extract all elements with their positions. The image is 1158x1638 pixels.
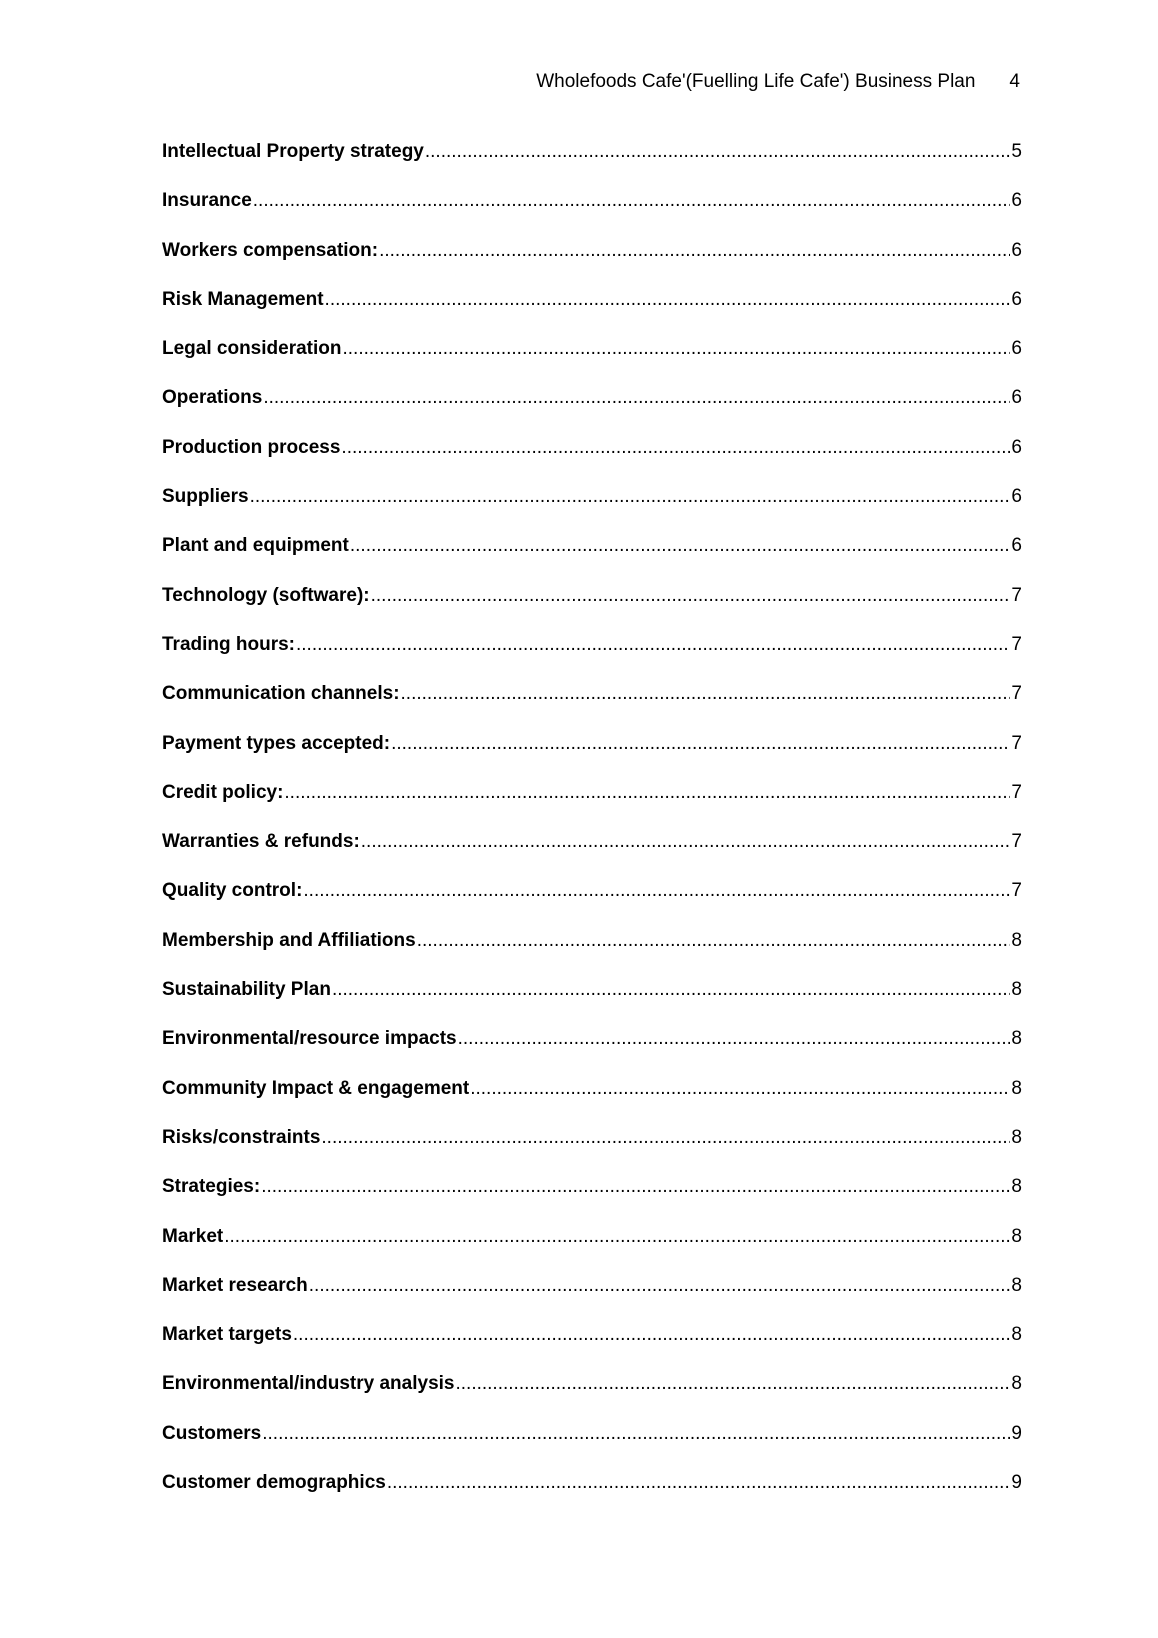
header-page-number: 4 — [1009, 71, 1020, 92]
toc-entry-page[interactable]: 6 — [1011, 436, 1022, 458]
toc-entry-title[interactable]: Intellectual Property strategy — [162, 141, 424, 162]
toc-entry-page[interactable]: 7 — [1011, 732, 1022, 754]
toc-entry-title[interactable]: Environmental/resource impacts — [162, 1028, 457, 1050]
toc-entry-page[interactable]: 7 — [1011, 683, 1022, 705]
toc-dot-leader — [401, 682, 1011, 706]
toc-entry-title[interactable]: Sustainability Plan — [162, 979, 331, 1001]
toc-entry-title[interactable]: Risk Management — [162, 288, 324, 310]
toc-entry-page[interactable]: 8 — [1011, 1225, 1022, 1247]
toc-entry-title[interactable]: Suppliers — [162, 486, 249, 508]
toc-entry-title[interactable]: Strategies: — [162, 1176, 261, 1198]
toc-entry-page[interactable]: 7 — [1011, 831, 1022, 853]
toc-entry-page[interactable]: 6 — [1011, 239, 1022, 261]
toc-dot-leader — [387, 1471, 1011, 1495]
toc-dot-leader — [391, 732, 1010, 756]
toc-entry-title[interactable]: Quality control: — [162, 880, 303, 902]
toc-entry-title[interactable]: Insurance — [162, 190, 252, 212]
toc-dot-leader — [342, 337, 1010, 361]
toc-entry-title[interactable]: Legal consideration — [162, 338, 342, 360]
toc-entry-title[interactable]: Operations — [162, 387, 263, 409]
toc-entry-page[interactable]: 9 — [1011, 1422, 1022, 1444]
toc-entry[interactable] — [162, 1225, 1022, 1274]
toc-entry[interactable] — [162, 584, 1022, 633]
toc-entry[interactable] — [162, 781, 1022, 830]
toc-entry-title[interactable]: Environmental/industry analysis — [162, 1373, 455, 1395]
toc-entry[interactable] — [162, 140, 1022, 189]
toc-dot-leader — [325, 288, 1011, 312]
toc-entry-title[interactable]: Payment types accepted: — [162, 732, 391, 754]
toc-dot-leader — [458, 1027, 1011, 1051]
toc-dot-leader — [470, 1077, 1010, 1101]
toc-entry-page[interactable]: 6 — [1011, 486, 1022, 508]
toc-entry[interactable] — [162, 1372, 1022, 1421]
toc-dot-leader — [425, 140, 1011, 164]
toc-entry-page[interactable]: 8 — [1011, 929, 1022, 951]
toc-entry[interactable] — [162, 436, 1022, 485]
toc-entry[interactable] — [162, 337, 1022, 386]
toc-entry-page[interactable]: 8 — [1011, 1176, 1022, 1198]
toc-entry-page[interactable]: 8 — [1011, 1324, 1022, 1346]
toc-entry-page[interactable]: 5 — [1011, 141, 1022, 162]
toc-entry-title[interactable]: Customer demographics — [162, 1472, 386, 1494]
toc-entry[interactable] — [162, 288, 1022, 337]
toc-entry-page[interactable]: 7 — [1011, 633, 1022, 655]
toc-entry-title[interactable]: Community Impact & engagement — [162, 1077, 470, 1099]
toc-entry[interactable] — [162, 682, 1022, 731]
toc-entry-title[interactable]: Membership and Affiliations — [162, 929, 416, 951]
toc-dot-leader — [303, 879, 1010, 903]
toc-entry-page[interactable]: 8 — [1011, 1373, 1022, 1395]
toc-entry[interactable] — [162, 386, 1022, 435]
toc-entry[interactable] — [162, 1471, 1022, 1520]
toc-dot-leader — [417, 929, 1011, 953]
toc-dot-leader — [341, 436, 1010, 460]
toc-entry[interactable] — [162, 1422, 1022, 1471]
toc-dot-leader — [224, 1225, 1010, 1249]
toc-entry[interactable] — [162, 1175, 1022, 1224]
toc-entry-title[interactable]: Market targets — [162, 1324, 292, 1346]
toc-entry-title[interactable]: Technology (software): — [162, 584, 370, 606]
toc-entry[interactable] — [162, 633, 1022, 682]
toc-entry-title[interactable]: Customers — [162, 1422, 262, 1444]
toc-entry-page[interactable]: 6 — [1011, 387, 1022, 409]
toc-entry-title[interactable]: Production process — [162, 436, 341, 458]
toc-entry-page[interactable]: 6 — [1011, 338, 1022, 360]
header-title: Wholefoods Cafe'(Fuelling Life Cafe') Business Plan — [536, 71, 976, 92]
toc-dot-leader — [321, 1126, 1010, 1150]
toc-dot-leader — [361, 830, 1011, 854]
toc-entry[interactable] — [162, 1274, 1022, 1323]
toc-dot-leader — [250, 485, 1011, 509]
toc-dot-leader — [371, 584, 1011, 608]
toc-dot-leader — [309, 1274, 1011, 1298]
toc-entry[interactable] — [162, 978, 1022, 1027]
toc-dot-leader — [293, 1323, 1011, 1347]
toc-dot-leader — [350, 534, 1011, 558]
toc-dot-leader — [379, 239, 1010, 263]
toc-entry-page[interactable]: 8 — [1011, 1028, 1022, 1050]
toc-entry[interactable] — [162, 830, 1022, 879]
toc-entry[interactable] — [162, 732, 1022, 781]
toc-entry-title[interactable]: Risks/constraints — [162, 1126, 321, 1148]
toc-entry-page[interactable]: 9 — [1011, 1472, 1022, 1494]
toc-entry[interactable] — [162, 1323, 1022, 1372]
toc-entry[interactable] — [162, 929, 1022, 978]
toc-entry-page[interactable]: 6 — [1011, 535, 1022, 557]
toc-entry[interactable] — [162, 879, 1022, 928]
toc-entry[interactable] — [162, 1027, 1022, 1076]
toc-entry-page[interactable]: 7 — [1011, 880, 1022, 902]
toc-entry-title[interactable]: Communication channels: — [162, 683, 400, 705]
toc-entry[interactable] — [162, 239, 1022, 288]
toc-entry-title[interactable]: Market — [162, 1225, 224, 1247]
toc-entry-title[interactable]: Workers compensation: — [162, 239, 379, 261]
toc-entry-page[interactable]: 8 — [1011, 1126, 1022, 1148]
toc-entry[interactable] — [162, 1126, 1022, 1175]
toc-dot-leader — [253, 189, 1011, 213]
toc-dot-leader — [332, 978, 1010, 1002]
toc-dot-leader — [261, 1175, 1010, 1199]
toc-entry-title[interactable]: Plant and equipment — [162, 535, 349, 557]
toc-entry-page[interactable]: 7 — [1011, 584, 1022, 606]
toc-entry-title[interactable]: Market research — [162, 1274, 308, 1296]
toc-entry-page[interactable]: 8 — [1011, 1077, 1022, 1099]
toc-entry-page[interactable]: 6 — [1011, 190, 1022, 212]
toc-entry-title[interactable]: Credit policy: — [162, 781, 284, 803]
toc-entry[interactable] — [162, 534, 1022, 583]
toc-entry[interactable] — [162, 485, 1022, 534]
toc-entry[interactable] — [162, 189, 1022, 238]
toc-entry-page[interactable]: 8 — [1011, 979, 1022, 1001]
toc-entry-page[interactable]: 7 — [1011, 781, 1022, 803]
toc-entry-page[interactable]: 6 — [1011, 288, 1022, 310]
toc-dot-leader — [263, 386, 1010, 410]
toc-entry-title[interactable]: Trading hours: — [162, 633, 295, 655]
toc-dot-leader — [284, 781, 1010, 805]
toc-dot-leader — [296, 633, 1010, 657]
toc-entry-title[interactable]: Warranties & refunds: — [162, 831, 360, 853]
toc-entry[interactable] — [162, 1077, 1022, 1126]
toc-dot-leader — [455, 1372, 1010, 1396]
table-of-contents — [162, 140, 1022, 1520]
page-header — [160, 68, 1020, 96]
toc-entry-page[interactable]: 8 — [1011, 1274, 1022, 1296]
toc-dot-leader — [262, 1422, 1010, 1446]
